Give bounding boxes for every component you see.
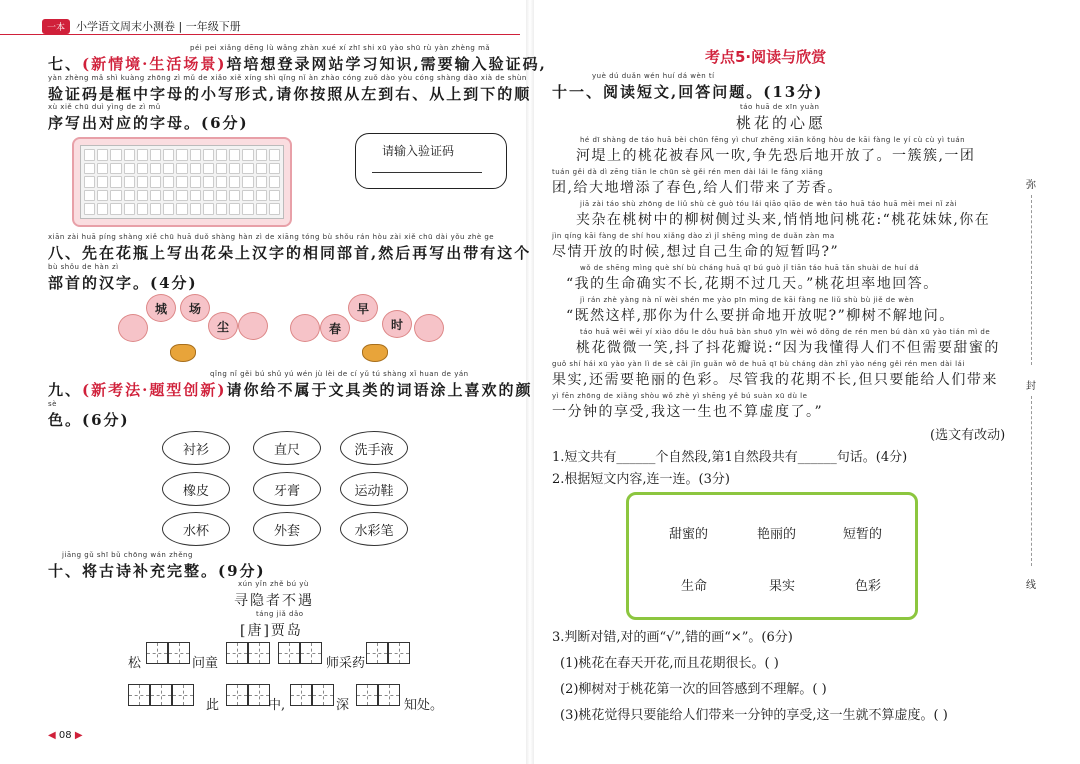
keyboard-key [242, 163, 253, 175]
matching-frame [626, 492, 918, 620]
word-cloud-5[interactable]: 牙膏 [253, 472, 321, 506]
vase-2-flower-3: 时 [382, 310, 412, 338]
blank-box[interactable] [388, 642, 410, 664]
keyboard-key [150, 176, 161, 188]
word-cloud-4[interactable]: 橡皮 [162, 472, 230, 506]
header-title: 小学语文周末小测卷 | 一年级下册 [76, 20, 241, 33]
keyboard-key [176, 163, 187, 175]
story-title: 桃花的心愿 [736, 114, 827, 132]
keyboard-key [163, 203, 174, 215]
right-page [530, 0, 1080, 764]
keyboard-key [229, 176, 240, 188]
blank-box[interactable] [312, 684, 334, 706]
keyboard-key [229, 149, 240, 161]
keyboard-key [269, 163, 280, 175]
poem-char-1: 松 [128, 656, 142, 671]
captcha-prompt: 请输入验证码 [382, 144, 455, 158]
word-cloud-9[interactable]: 水彩笔 [340, 512, 408, 546]
blank-box[interactable] [146, 642, 168, 664]
blank-box[interactable] [248, 684, 270, 706]
para-line-3: 夹杂在桃树中的柳树侧过头来,悄悄地问桃花:“桃花妹妹,你在 [576, 212, 991, 228]
match-bottom-2[interactable]: 果实 [769, 579, 796, 594]
vase-1-flower-2: 场 [180, 294, 210, 322]
q9-line-2: 色。(6分) [48, 411, 130, 429]
q7-pinyin-2: yàn zhèng mǎ shì kuàng zhōng zì mǔ de xiǎo xiě xíng shì qǐng nǐ àn zhào cóng zuǒ dào yòu cóng shàng dào xià de shùn [48, 74, 527, 82]
q8-line-1: 八、先在花瓶上写出花朵上汉字的相同部首,然后再写出带有这个 [48, 244, 532, 262]
keyboard-key [124, 163, 135, 175]
tf-item-2[interactable]: (2)柳树对于桃花第一次的回答感到不理解。( ) [560, 682, 827, 697]
page-header [42, 18, 241, 34]
keyboard-key [150, 203, 161, 215]
blank-box[interactable] [378, 684, 400, 706]
keyboard-key [190, 163, 201, 175]
match-bottom-1[interactable]: 生命 [681, 579, 708, 594]
margin-mi: 弥 [1026, 180, 1036, 191]
para-pinyin-2: tuán gěi dà dì zēng tiān le chūn sè gěi rén men dài lái le fāng xiāng [552, 168, 824, 176]
blank-box[interactable] [172, 684, 194, 706]
story-title-pinyin: táo huā de xīn yuàn [740, 103, 820, 111]
keyboard-key [216, 163, 227, 175]
vase-2-pot [362, 344, 388, 362]
match-top-3[interactable]: 短暂的 [843, 527, 883, 542]
poem-title: 寻隐者不遇 [234, 593, 314, 609]
poem-char-2: 问童 [192, 656, 219, 671]
keyboard-key [229, 163, 240, 175]
keyboard-key [203, 149, 214, 161]
q7-pinyin-1: péi pei xiǎng dēng lù wǎng zhàn xué xí zhī shi xū yào shū rù yàn zhèng mǎ [190, 44, 491, 52]
q9-tag: (新考法·题型创新) [82, 381, 227, 399]
keyboard-key [242, 176, 253, 188]
keyboard-key [190, 176, 201, 188]
para-line-7: 桃花微微一笑,抖了抖花瓣说:“因为我懂得人们不但需要甜蜜的 [576, 340, 1000, 356]
poem-char-3: 师采药 [326, 656, 366, 671]
keyboard-key [242, 149, 253, 161]
word-cloud-3[interactable]: 洗手液 [340, 431, 408, 465]
para-line-6: “既然这样,那你为什么要拼命地开放呢?”柳树不解地问。 [566, 308, 955, 324]
page-number-text: 08 [58, 730, 72, 741]
para-pinyin-7: táo huā wēi wēi yí xiào dǒu le dǒu huā bàn shuō yīn wèi wǒ dǒng de rén men bú dàn xū yào tián mì de [580, 328, 991, 336]
keyboard-key [110, 203, 121, 215]
page-number [48, 730, 83, 741]
poem-char-7: 知处。 [404, 698, 444, 713]
vase-2-side-flower [290, 314, 320, 342]
keyboard-key [176, 149, 187, 161]
q10-pinyin-1: jiāng gǔ shī bǔ chōng wán zhěng [62, 551, 193, 559]
keyboard-key [163, 163, 174, 175]
keyboard-key [110, 149, 121, 161]
q11-pinyin: yuè dú duǎn wén huí dá wèn tí [592, 72, 715, 80]
blank-box[interactable] [128, 684, 150, 706]
blank-box[interactable] [150, 684, 172, 706]
keyboard-key [229, 203, 240, 215]
para-pinyin-3: jiā zài táo shù zhōng de liǔ shù cè guò tóu lái qiāo qiāo de wèn táo huā táo huā mèi mei nǐ zài [580, 200, 957, 208]
margin-feng: 封 [1026, 381, 1036, 392]
keyboard-key [256, 163, 267, 175]
keyboard-key [137, 176, 148, 188]
q8-pinyin-1: xiān zài huā píng shàng xiě chū huā duǒ shàng hàn zì de xiāng tóng bù shǒu rán hòu zài xiě chū dài yǒu zhè ge [48, 233, 495, 241]
keyboard-image [72, 137, 292, 227]
keyboard-key [84, 149, 95, 161]
para-line-2: 团,给大地增添了春色,给人们带来了芳香。 [552, 180, 843, 196]
match-top-1[interactable]: 甜蜜的 [669, 527, 709, 542]
blank-box[interactable] [278, 642, 300, 664]
blank-box[interactable] [168, 642, 190, 664]
prev-arrow-icon: ◀ [48, 730, 56, 741]
keyboard-key [242, 203, 253, 215]
vase-1 [118, 292, 268, 372]
vase-1-side-flower [118, 314, 148, 342]
vase-2 [290, 292, 450, 372]
para-pinyin-6: jì rán zhè yàng nà nǐ wèi shén me yào pīn mìng de kāi fàng ne liǔ shù bù jiě de wèn [580, 296, 915, 304]
keyboard-key [150, 149, 161, 161]
blank-box[interactable] [356, 684, 378, 706]
blank-box[interactable] [226, 684, 248, 706]
para-line-4: 尽情开放的时候,想过自己生命的短暂吗?” [552, 244, 840, 260]
captcha-bubble [355, 133, 507, 189]
keyboard-key [229, 190, 240, 202]
keyboard-key [137, 149, 148, 161]
section-title: 考点5·阅读与欣赏 [705, 48, 827, 66]
vase-2-side-flower-2 [414, 314, 444, 342]
tf-item-1[interactable]: (1)桃花在春天开花,而且花期很长。( ) [560, 656, 779, 671]
sub-question-1: 1.短文共有______个自然段,第1自然段共有______句话。(4分) [552, 450, 908, 465]
keyboard-key [242, 190, 253, 202]
keyboard-key [124, 149, 135, 161]
vase-1-pot [170, 344, 196, 362]
para-line-8: 果实,还需要艳丽的色彩。尽管我的花期不长,但只要能给人们带来 [552, 372, 998, 388]
keyboard-key [256, 149, 267, 161]
keyboard-key [203, 203, 214, 215]
keyboard-key [269, 190, 280, 202]
q7-line-3: 序写出对应的字母。(6分) [48, 114, 249, 132]
vase-1-flower-1: 城 [146, 294, 176, 322]
q7-tag: (新情境·生活场景) [82, 55, 227, 73]
header-rule [0, 34, 520, 35]
keyboard-key [256, 176, 267, 188]
q9-pinyin-2: sè [48, 400, 57, 408]
poem-author: [唐]贾岛 [240, 623, 303, 639]
para-pinyin-8: guǒ shí hái xū yào yàn lì de sè cǎi jǐn guǎn wǒ de huā qī bù cháng dàn zhǐ yào néng gěi rén men dài lái [552, 360, 965, 368]
word-cloud-2[interactable]: 直尺 [253, 431, 321, 465]
keyboard-key [137, 163, 148, 175]
blank-box[interactable] [366, 642, 388, 664]
vase-2-flower-1: 春 [320, 314, 350, 342]
vase-1-flower-3: 尘 [208, 312, 238, 340]
blank-box[interactable] [300, 642, 322, 664]
poem-title-pinyin: xún yǐn zhě bú yù [238, 580, 309, 588]
keyboard-key [97, 149, 108, 161]
tf-item-3[interactable]: (3)桃花觉得只要能给人们带来一分钟的享受,这一生就不算虚度。( ) [560, 708, 948, 723]
keyboard-key [163, 190, 174, 202]
word-cloud-6[interactable]: 运动鞋 [340, 472, 408, 506]
blank-box[interactable] [290, 684, 312, 706]
keyboard-key [124, 176, 135, 188]
poem-char-4: 此 [206, 698, 220, 713]
keyboard-key [216, 203, 227, 215]
para-line-9: 一分钟的享受,我这一生也不算虚度了。” [552, 404, 824, 420]
keyboard-key [137, 190, 148, 202]
keyboard-key [163, 149, 174, 161]
keyboard-key [216, 190, 227, 202]
keyboard-key [97, 163, 108, 175]
para-pinyin-1: hé dī shàng de táo huā bèi chūn fēng yì chuī zhēng xiān kǒng hòu de kāi fàng le yí cù cù yì tuán [580, 136, 966, 144]
keyboard-key [190, 149, 201, 161]
keyboard-key [137, 203, 148, 215]
word-cloud-8[interactable]: 外套 [253, 512, 321, 546]
keyboard-key [190, 203, 201, 215]
keyboard-key [97, 190, 108, 202]
margin-xian: 线 [1026, 580, 1036, 591]
q9-pinyin-1: qǐng nǐ gěi bú shǔ yú wén jù lèi de cí yǔ tú shàng xǐ huan de yán [210, 370, 469, 378]
seal-line [1031, 396, 1032, 566]
keyboard-key [256, 203, 267, 215]
keyboard-key [150, 190, 161, 202]
keyboard-key [176, 203, 187, 215]
keyboard-key [176, 176, 187, 188]
q9-line-1: 九、(新考法·题型创新)请你给不属于文具类的词语涂上喜欢的颜 [48, 381, 533, 399]
q11-line: 十一、阅读短文,回答问题。(13分) [552, 83, 824, 101]
para-pinyin-9: yì fēn zhōng de xiǎng shòu wǒ zhè yì shēng yě bú suàn xū dù le [552, 392, 808, 400]
keyboard-key [269, 203, 280, 215]
sub-question-3: 3.判断对错,对的画“√”,错的画“×”。(6分) [552, 630, 793, 645]
keyboard-key [203, 163, 214, 175]
keyboard-key [110, 163, 121, 175]
source-note: (选文有改动) [930, 428, 1006, 443]
q7-pinyin-3: xù xiě chū duì yìng de zì mǔ [48, 103, 161, 111]
para-line-1: 河堤上的桃花被春风一吹,争先恐后地开放了。一簇簇,一团 [576, 148, 976, 164]
match-bottom-3[interactable]: 色彩 [855, 579, 882, 594]
keyboard-key [150, 163, 161, 175]
para-pinyin-4: jìn qíng kāi fàng de shí hou xiǎng dào zì jǐ shēng mìng de duǎn zàn ma [552, 232, 835, 240]
keyboard-key [84, 176, 95, 188]
next-arrow-icon: ▶ [74, 730, 83, 741]
keyboard-key [269, 176, 280, 188]
keyboard-key [124, 203, 135, 215]
poem-char-5: 中, [268, 698, 286, 713]
q10-line-1: 十、将古诗补充完整。(9分) [48, 562, 266, 580]
keyboard-keys [80, 145, 284, 219]
keyboard-key [256, 190, 267, 202]
para-pinyin-5: wǒ de shēng mìng què shí bù cháng huā qī bú guò jǐ tiān táo huā tǎn shuài de huí dá [580, 264, 920, 272]
captcha-answer-line [372, 172, 482, 173]
sub-question-2: 2.根据短文内容,连一连。(3分) [552, 472, 730, 487]
poem-char-6: 深 [336, 698, 350, 713]
q7-line-1: 七、(新情境·生活场景)培培想登录网站学习知识,需要输入验证码, [48, 55, 547, 73]
para-line-5: “我的生命确实不长,花期不过几天。”桃花坦率地回答。 [566, 276, 939, 292]
keyboard-key [97, 176, 108, 188]
keyboard-key [216, 176, 227, 188]
keyboard-key [84, 163, 95, 175]
seal-line [1031, 195, 1032, 365]
keyboard-key [124, 190, 135, 202]
word-cloud-1[interactable]: 衬衫 [162, 431, 230, 465]
q8-pinyin-2: bù shǒu de hàn zì [48, 263, 119, 271]
vase-1-side-flower-2 [238, 312, 268, 340]
keyboard-key [97, 203, 108, 215]
match-top-2[interactable]: 艳丽的 [757, 527, 797, 542]
q8-line-2: 部首的汉字。(4分) [48, 274, 198, 292]
brand-logo: 一本 [42, 19, 70, 34]
keyboard-key [203, 190, 214, 202]
q7-line-2: 验证码是框中字母的小写形式,请你按照从左到右、从上到下的顺 [48, 85, 532, 103]
keyboard-key [216, 149, 227, 161]
vase-2-flower-2: 早 [348, 294, 378, 322]
keyboard-key [176, 190, 187, 202]
blank-box[interactable] [226, 642, 248, 664]
keyboard-key [110, 176, 121, 188]
keyboard-key [203, 176, 214, 188]
word-cloud-7[interactable]: 水杯 [162, 512, 230, 546]
keyboard-key [110, 190, 121, 202]
keyboard-key [269, 149, 280, 161]
keyboard-key [84, 203, 95, 215]
keyboard-key [163, 176, 174, 188]
poem-author-pinyin: táng jiǎ dǎo [256, 610, 304, 618]
blank-box[interactable] [248, 642, 270, 664]
keyboard-key [84, 190, 95, 202]
keyboard-key [190, 190, 201, 202]
